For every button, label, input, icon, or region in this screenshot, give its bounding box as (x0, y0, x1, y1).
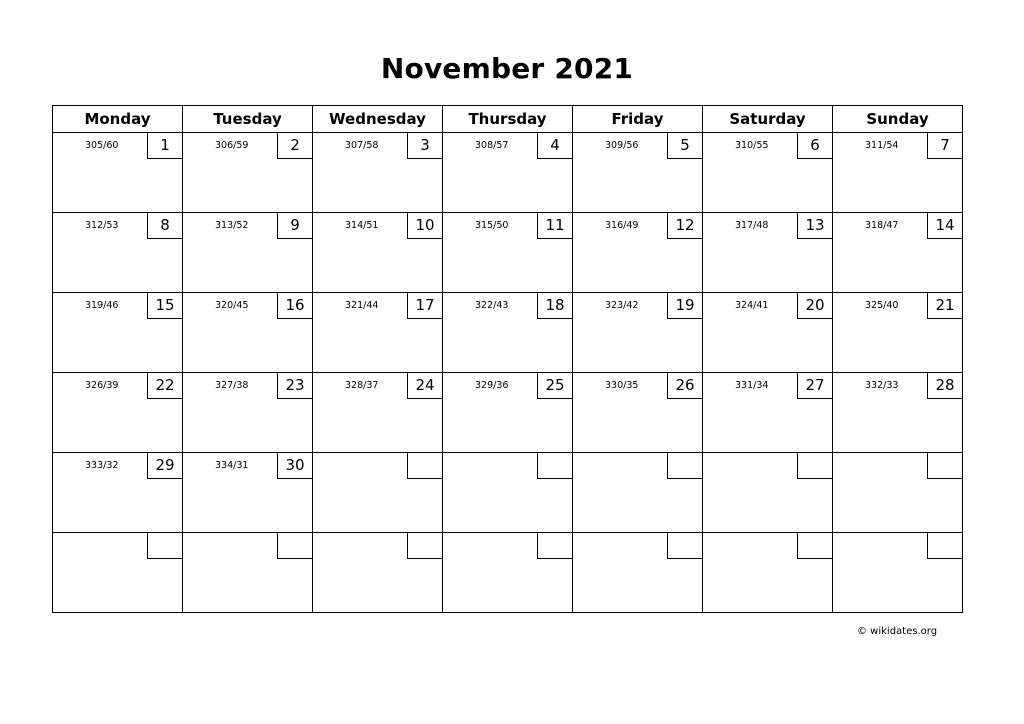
day-of-year-label: 310/55 (735, 140, 769, 151)
day-number-box (797, 453, 832, 479)
day-number-box: 3 (407, 133, 442, 159)
day-cell (443, 453, 573, 533)
day-number-box: 6 (797, 133, 832, 159)
day-cell (183, 533, 313, 613)
day-number-box: 8 (147, 213, 182, 239)
day-of-year-label: 308/57 (475, 140, 509, 151)
day-cell (443, 213, 573, 293)
day-cell (443, 533, 573, 613)
day-of-year-label: 328/37 (345, 380, 379, 391)
day-cell (313, 213, 443, 293)
week-row (53, 453, 963, 533)
day-number-box (407, 453, 442, 479)
day-cell (703, 373, 833, 453)
week-row (53, 293, 963, 373)
day-number-box: 18 (537, 293, 572, 319)
day-number-box (667, 533, 702, 559)
day-cell (443, 293, 573, 373)
day-cell (313, 373, 443, 453)
day-of-year-label: 311/54 (865, 140, 899, 151)
day-cell (703, 213, 833, 293)
day-cell (183, 293, 313, 373)
day-cell (573, 373, 703, 453)
day-of-year-label: 330/35 (605, 380, 639, 391)
day-of-year-label: 315/50 (475, 220, 509, 231)
day-number-box: 29 (147, 453, 182, 479)
day-cell (313, 293, 443, 373)
day-number-box (537, 453, 572, 479)
day-cell (313, 453, 443, 533)
day-cell (313, 133, 443, 213)
calendar-grid (52, 105, 963, 613)
day-of-year-label: 322/43 (475, 300, 509, 311)
day-cell (573, 453, 703, 533)
day-number-box: 30 (277, 453, 312, 479)
day-number-box: 15 (147, 293, 182, 319)
weekday-header: Monday (53, 106, 183, 133)
calendar-title: November 2021 (380, 52, 634, 85)
day-cell (573, 533, 703, 613)
day-number-box: 28 (927, 373, 962, 399)
day-number-box: 13 (797, 213, 832, 239)
day-number-box: 23 (277, 373, 312, 399)
day-number-box: 12 (667, 213, 702, 239)
day-cell (53, 293, 183, 373)
day-of-year-label: 321/44 (345, 300, 379, 311)
day-cell (53, 373, 183, 453)
day-of-year-label: 309/56 (605, 140, 639, 151)
day-of-year-label: 319/46 (85, 300, 119, 311)
day-cell (833, 453, 963, 533)
day-number-box: 1 (147, 133, 182, 159)
day-cell (443, 133, 573, 213)
day-cell (53, 453, 183, 533)
day-cell (573, 293, 703, 373)
day-cell (833, 213, 963, 293)
day-cell (443, 373, 573, 453)
day-of-year-label: 332/33 (865, 380, 899, 391)
day-number-box (667, 453, 702, 479)
day-of-year-label: 323/42 (605, 300, 639, 311)
day-number-box: 24 (407, 373, 442, 399)
day-of-year-label: 326/39 (85, 380, 119, 391)
day-number-box: 19 (667, 293, 702, 319)
week-row (53, 373, 963, 453)
day-number-box: 25 (537, 373, 572, 399)
day-number-box: 11 (537, 213, 572, 239)
day-cell (53, 533, 183, 613)
day-number-box (537, 533, 572, 559)
day-number-box: 26 (667, 373, 702, 399)
day-of-year-label: 329/36 (475, 380, 509, 391)
weekday-header-row (53, 106, 963, 133)
day-of-year-label: 314/51 (345, 220, 379, 231)
day-cell (833, 293, 963, 373)
day-number-box: 17 (407, 293, 442, 319)
weekday-header: Thursday (443, 106, 573, 133)
day-number-box: 4 (537, 133, 572, 159)
day-of-year-label: 317/48 (735, 220, 769, 231)
week-row (53, 213, 963, 293)
day-of-year-label: 327/38 (215, 380, 249, 391)
day-of-year-label: 333/32 (85, 460, 119, 471)
day-cell (703, 293, 833, 373)
day-of-year-label: 305/60 (85, 140, 119, 151)
day-number-box (277, 533, 312, 559)
day-cell (703, 133, 833, 213)
day-number-box: 10 (407, 213, 442, 239)
day-cell (703, 453, 833, 533)
day-of-year-label: 324/41 (735, 300, 769, 311)
day-number-box: 7 (927, 133, 962, 159)
day-cell (833, 533, 963, 613)
day-cell (53, 213, 183, 293)
day-cell (573, 133, 703, 213)
day-of-year-label: 331/34 (735, 380, 769, 391)
day-number-box: 5 (667, 133, 702, 159)
day-of-year-label: 318/47 (865, 220, 899, 231)
day-number-box: 16 (277, 293, 312, 319)
day-number-box: 14 (927, 213, 962, 239)
day-number-box (927, 453, 962, 479)
day-number-box: 22 (147, 373, 182, 399)
day-cell (703, 533, 833, 613)
day-number-box (927, 533, 962, 559)
day-number-box: 21 (927, 293, 962, 319)
day-of-year-label: 334/31 (215, 460, 249, 471)
week-row (53, 533, 963, 613)
weekday-header: Wednesday (313, 106, 443, 133)
day-number-box: 9 (277, 213, 312, 239)
day-of-year-label: 320/45 (215, 300, 249, 311)
day-number-box (797, 533, 832, 559)
copyright-text: © wikidates.org (857, 626, 938, 637)
day-number-box: 20 (797, 293, 832, 319)
day-number-box: 2 (277, 133, 312, 159)
day-cell (183, 133, 313, 213)
day-cell (183, 213, 313, 293)
week-row (53, 133, 963, 213)
weekday-header: Friday (573, 106, 703, 133)
day-number-box (407, 533, 442, 559)
weekday-header: Tuesday (183, 106, 313, 133)
day-cell (833, 373, 963, 453)
day-cell (53, 133, 183, 213)
day-cell (313, 533, 443, 613)
day-number-box: 27 (797, 373, 832, 399)
weekday-header: Sunday (833, 106, 963, 133)
day-of-year-label: 316/49 (605, 220, 639, 231)
day-cell (833, 133, 963, 213)
day-of-year-label: 325/40 (865, 300, 899, 311)
calendar-body (53, 133, 963, 613)
day-number-box (147, 533, 182, 559)
day-cell (183, 453, 313, 533)
day-of-year-label: 306/59 (215, 140, 249, 151)
day-cell (183, 373, 313, 453)
weekday-header: Saturday (703, 106, 833, 133)
day-of-year-label: 312/53 (85, 220, 119, 231)
day-of-year-label: 313/52 (215, 220, 249, 231)
day-of-year-label: 307/58 (345, 140, 379, 151)
day-cell (573, 213, 703, 293)
